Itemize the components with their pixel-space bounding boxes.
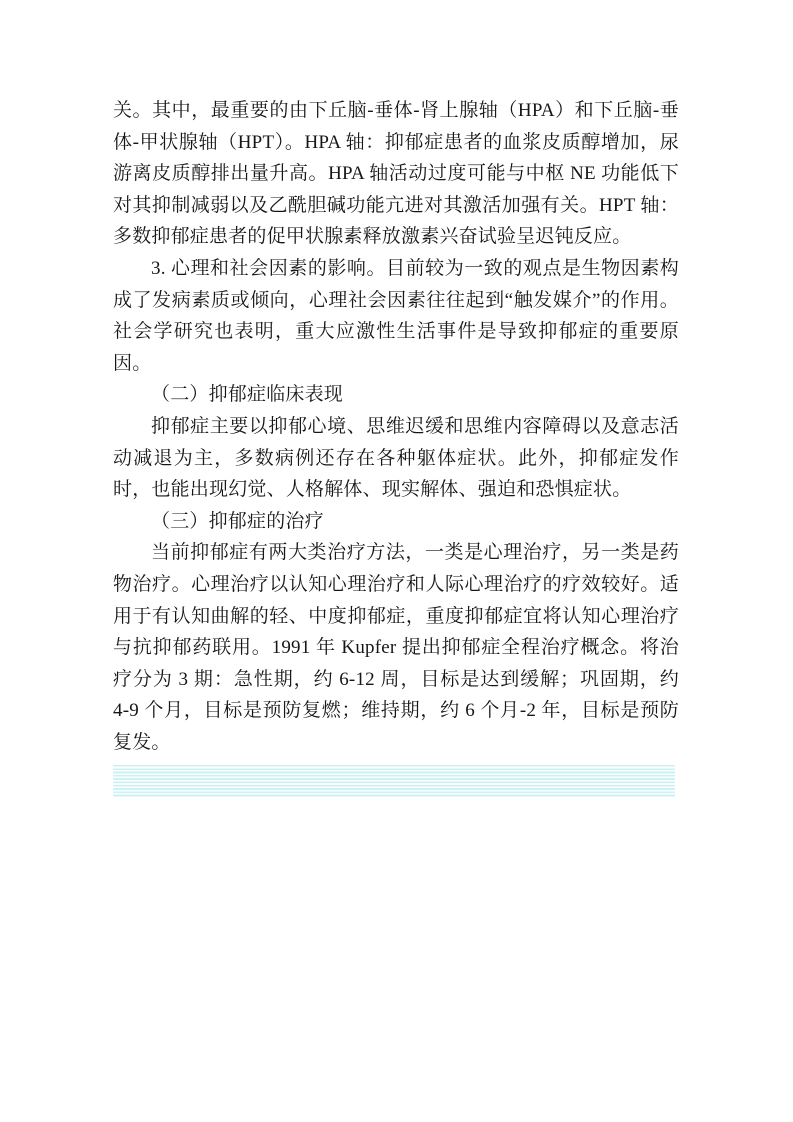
paragraph-treatment: 当前抑郁症有两大类治疗方法，一类是心理治疗，另一类是药物治疗。心理治疗以认知心理治疗和人际心理治疗的疗效较好。适用于有认知曲解的轻、中度抑郁症，重度抑郁症宜将认知心理治疗与抗抑郁药联用。1991 年 Kupfer 提出抑郁症全程治疗概念。将治疗分为 3 期：急性期，约 6-12 周，目标是达到缓解；巩固期，约 4-9 个月，目标是预防复燃；维持期，约 6 个月-2 年，目标是预防复发。 xyxy=(113,542,679,753)
paragraph-hpa-hpt-axis: 关。其中，最重要的由下丘脑-垂体-肾上腺轴（HPA）和下丘脑-垂体-甲状腺轴（HPT）。HPA 轴：抑郁症患者的血浆皮质醇增加，尿游离皮质醇排出量升高。HPA 轴活动过度可能与中枢 NE 功能低下对其抑制减弱以及乙酰胆碱功能亢进对其激活加强有关。HPT 轴：多数抑郁症患者的促甲状腺素释放激素兴奋试验呈迟钝反应。 xyxy=(113,100,679,248)
document-body xyxy=(113,95,679,798)
ruled-lines-area xyxy=(113,765,675,798)
section-heading-treatment: （三）抑郁症的治疗 xyxy=(151,510,324,532)
paragraph-psychosocial-factors: 3. 心理和社会因素的影响。目前较为一致的观点是生物因素构成了发病素质或倾向，心理社会因素往往起到“触发媒介”的作用。社会学研究也表明，重大应激性生活事件是导致抑郁症的重要原因。 xyxy=(113,257,679,374)
section-heading-clinical-manifestations: （二）抑郁症临床表现 xyxy=(151,384,344,406)
paragraph-clinical-manifestations: 抑郁症主要以抑郁心境、思维迟缓和思维内容障碍以及意志活动减退为主，多数病例还存在各种躯体症状。此外，抑郁症发作时，也能出现幻觉、人格解体、现实解体、强迫和恐惧症状。 xyxy=(113,415,679,501)
